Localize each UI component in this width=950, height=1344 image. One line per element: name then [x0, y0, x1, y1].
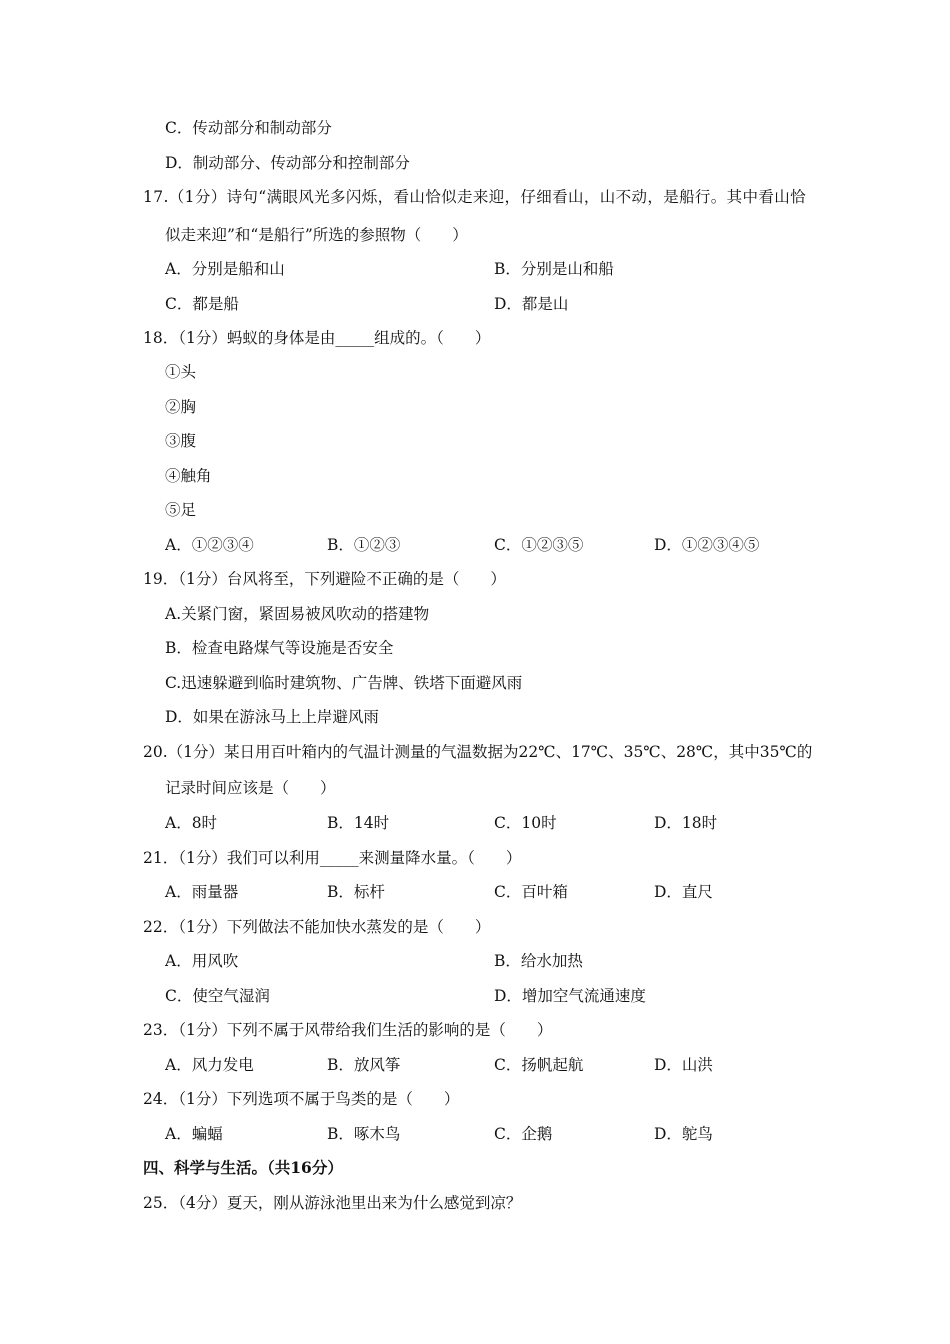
- answer-option: A．分别是船和山: [165, 260, 285, 278]
- answer-option: D．都是山: [494, 295, 569, 313]
- text-line: C.迅速躲避到临时建筑物、广告牌、铁塔下面避风雨: [165, 674, 523, 692]
- answer-option: A．8时: [165, 814, 218, 832]
- answer-option: B．放风筝: [327, 1056, 401, 1074]
- answer-option: C．扬帆起航: [494, 1056, 584, 1074]
- question-text: 25．（4分）夏天，刚从游泳池里出来为什么感觉到凉？: [143, 1194, 522, 1212]
- section-heading: 四、科学与生活。（共16分）: [143, 1158, 343, 1177]
- answer-option: A．①②③④: [165, 536, 254, 554]
- text-line: ②胸: [165, 398, 197, 416]
- answer-option: A．风力发电: [165, 1056, 254, 1074]
- answer-option: D．①②③④⑤: [654, 536, 760, 554]
- question-text: 23．（1分）下列不属于风带给我们生活的影响的是（ ）: [143, 1021, 553, 1039]
- text-line: A.关紧门窗，紧固易被风吹动的搭建物: [165, 605, 430, 623]
- question-text: 21．（1分）我们可以利用_____来测量降水量。（ ）: [143, 849, 522, 867]
- answer-option: A．用风吹: [165, 952, 239, 970]
- answer-option: B．14时: [327, 814, 390, 832]
- text-line: C．传动部分和制动部分: [165, 119, 332, 137]
- text-line: ⑤足: [165, 501, 197, 519]
- answer-option: C．10时: [494, 814, 557, 832]
- text-line: D．制动部分、传动部分和控制部分: [165, 154, 410, 172]
- text-line: D．如果在游泳马上上岸避风雨: [165, 708, 379, 726]
- answer-option: C．①②③⑤: [494, 536, 584, 554]
- text-line: B．检查电路煤气等设施是否安全: [165, 639, 394, 657]
- answer-option: D．山洪: [654, 1056, 713, 1074]
- answer-option: C．企鹅: [494, 1125, 553, 1143]
- answer-option: A．蝙蝠: [165, 1125, 223, 1143]
- answer-option: D．直尺: [654, 883, 713, 901]
- question-text: 24．（1分）下列选项不属于鸟类的是（ ）: [143, 1090, 460, 1108]
- question-text: 19．（1分）台风将至，下列避险不正确的是（ ）: [143, 570, 506, 588]
- text-line: ③腹: [165, 432, 197, 450]
- answer-option: B．①②③: [327, 536, 401, 554]
- text-line: 记录时间应该是（ ）: [165, 779, 336, 797]
- text-line: ①头: [165, 363, 197, 381]
- answer-option: C．百叶箱: [494, 883, 568, 901]
- answer-option: B．给水加热: [494, 952, 583, 970]
- answer-option: B．啄木鸟: [327, 1125, 401, 1143]
- answer-option: D．增加空气流通速度: [494, 987, 646, 1005]
- question-text: 17.（1分）诗句“满眼风光多闪烁，看山恰似走来迎，仔细看山，山不动，是船行。其中看山恰: [143, 188, 806, 206]
- question-text: 20.（1分）某日用百叶箱内的气温计测量的气温数据为22℃、17℃、35℃、28℃，其中35℃的: [143, 743, 813, 761]
- answer-option: D．鸵鸟: [654, 1125, 713, 1143]
- answer-option: B．标杆: [327, 883, 385, 901]
- text-line: 似走来迎”和“是船行”所选的参照物（ ）: [165, 226, 468, 244]
- answer-option: B．分别是山和船: [494, 260, 614, 278]
- answer-option: A．雨量器: [165, 883, 239, 901]
- question-text: 22．（1分）下列做法不能加快水蒸发的是（ ）: [143, 918, 491, 936]
- answer-option: D．18时: [654, 814, 718, 832]
- answer-option: C．都是船: [165, 295, 239, 313]
- question-text: 18．（1分）蚂蚁的身体是由_____组成的。（ ）: [143, 329, 491, 347]
- answer-option: C．使空气湿润: [165, 987, 270, 1005]
- text-line: ④触角: [165, 467, 212, 485]
